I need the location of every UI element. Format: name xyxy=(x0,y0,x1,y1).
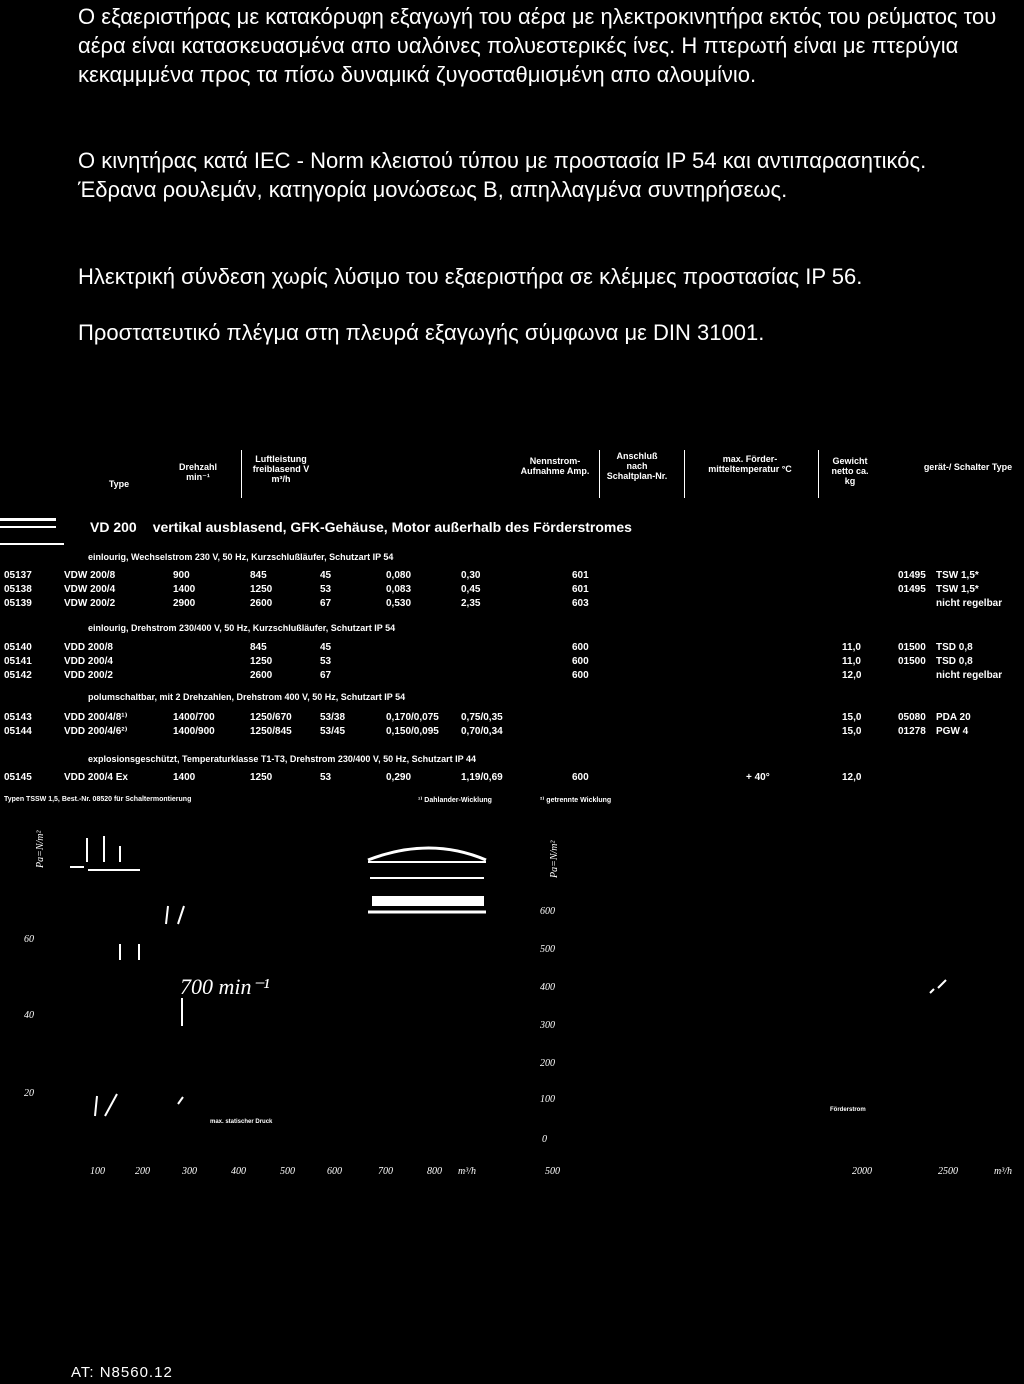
right-y-tick: 600 xyxy=(540,906,555,917)
cell-flow: 1250 xyxy=(250,772,273,783)
right-y-tick: 300 xyxy=(540,1020,555,1031)
cell-plan: 601 xyxy=(572,570,589,581)
table-row xyxy=(0,712,1024,725)
model-rule xyxy=(0,526,56,528)
cell-sw: PDA 20 xyxy=(936,712,971,723)
right-x-tick: 2000 xyxy=(852,1166,872,1177)
cell-no: 05138 xyxy=(4,584,32,595)
cell-no: 05139 xyxy=(4,598,32,609)
curve-mark xyxy=(105,1094,117,1116)
curve-mark xyxy=(178,1097,183,1104)
cell-type: VDD 200/4/6²⁾ xyxy=(64,726,128,737)
cell-flow: 1250 xyxy=(250,656,273,667)
curve-note-left: max. statischer Druck xyxy=(210,1119,273,1125)
cell-amp: 0,290 xyxy=(386,772,412,783)
cell-no: 05145 xyxy=(4,772,32,783)
cell-db: 53/38 xyxy=(320,712,346,723)
table-row xyxy=(0,726,1024,739)
cell-amp: 0,080 xyxy=(386,570,412,581)
table-row xyxy=(0,598,1024,611)
cell-kg: 12,0 xyxy=(842,670,862,681)
cell-plan: 600 xyxy=(572,670,589,681)
document-code: AT: N8560.12 xyxy=(71,1364,173,1381)
right-y-tick: 100 xyxy=(540,1094,555,1105)
cell-rpm: 1400/700 xyxy=(173,712,215,723)
cell-db: 67 xyxy=(320,598,332,609)
cell-kw: 1,19/0,69 xyxy=(461,772,503,783)
section-title: einlourig, Drehstrom 230/400 V, 50 Hz, Kurzschlußläufer, Schutzart IP 54 xyxy=(88,623,396,633)
header-temp: max. Förder-mitteltemperatur °C xyxy=(708,454,792,474)
cell-flow: 845 xyxy=(250,570,267,581)
cell-rpm: 1400/900 xyxy=(173,726,215,737)
cell-code: 01495 xyxy=(898,570,926,581)
table-row xyxy=(0,584,1024,597)
cell-code: 01500 xyxy=(898,642,926,653)
cell-rpm: 2900 xyxy=(173,598,196,609)
left-y-tick: 40 xyxy=(24,1010,34,1021)
cell-type: VDD 200/4 xyxy=(64,656,113,667)
cell-code: 01500 xyxy=(898,656,926,667)
cell-no: 05141 xyxy=(4,656,32,667)
cell-type: VDW 200/8 xyxy=(64,570,116,581)
cell-sw: TSW 1,5* xyxy=(936,570,979,581)
curve-note-right: Förderstrom xyxy=(830,1107,866,1113)
section-title: explosionsgeschützt, Temperaturklasse T1-T3, Drehstrom 230/400 V, 50 Hz, Schutzart IP 44 xyxy=(88,754,476,764)
cell-code: 05080 xyxy=(898,712,926,723)
right-y-tick: 500 xyxy=(540,944,555,955)
model-name: VD 200 xyxy=(90,519,137,535)
cell-kw: 0,45 xyxy=(461,584,481,595)
cell-flow: 2600 xyxy=(250,670,273,681)
header-speed: Drehzahl min⁻¹ xyxy=(178,462,217,482)
left-y-axis-label: Pa=N/m² xyxy=(35,830,46,868)
cell-amp: 0,150/0,095 xyxy=(386,726,439,737)
cell-kg: 12,0 xyxy=(842,772,862,783)
header-weight: Gewicht netto ca. kg xyxy=(831,456,869,486)
model-description: vertikal ausblasend, GFK-Gehäuse, Motor außerhalb des Förderstromes xyxy=(152,519,632,535)
header-divider xyxy=(599,450,600,498)
cell-sw: nicht regelbar xyxy=(936,670,1003,681)
cell-no: 05142 xyxy=(4,670,32,681)
curve-mark xyxy=(166,906,168,924)
curve-mark xyxy=(930,989,934,993)
left-x-tick: 400 xyxy=(231,1166,246,1177)
right-x-tick: 500 xyxy=(545,1166,560,1177)
cell-db: 67 xyxy=(320,670,332,681)
section-rule xyxy=(0,543,64,545)
section-title: polumschaltbar, mit 2 Drehzahlen, Drehstrom 400 V, 50 Hz, Schutzart IP 54 xyxy=(88,692,406,702)
cell-no: 05140 xyxy=(4,642,32,653)
table-row xyxy=(0,772,1024,785)
cell-plan: 601 xyxy=(572,584,589,595)
header-type: Type xyxy=(108,479,130,489)
cell-temp: + 40° xyxy=(746,772,770,783)
cell-flow: 1250 xyxy=(250,584,273,595)
cell-db: 53 xyxy=(320,584,332,595)
cell-plan: 600 xyxy=(572,772,589,783)
cell-db: 53 xyxy=(320,772,332,783)
cell-amp: 0,170/0,075 xyxy=(386,712,439,723)
left-x-tick: 300 xyxy=(182,1166,197,1177)
cell-kg: 15,0 xyxy=(842,726,862,737)
model-line xyxy=(90,519,632,535)
speed-label: 700 min⁻¹ xyxy=(180,974,270,999)
cell-sw: TSD 0,8 xyxy=(936,642,973,653)
table-row xyxy=(0,642,1024,655)
cell-type: VDW 200/2 xyxy=(64,598,116,609)
fan-drawing xyxy=(368,848,486,912)
footnote: ²⁾ getrennte Wicklung xyxy=(540,797,612,804)
table-row xyxy=(0,670,1024,683)
cell-code: 01278 xyxy=(898,726,926,737)
header-divider xyxy=(684,450,685,498)
cell-sw: TSD 0,8 xyxy=(936,656,973,667)
left-x-tick: 600 xyxy=(327,1166,342,1177)
left-x-tick: 800 xyxy=(427,1166,442,1177)
cell-rpm: 1400 xyxy=(173,584,196,595)
footnote: ¹⁾ Dahlander-Wicklung xyxy=(418,797,492,804)
cell-code: 01495 xyxy=(898,584,926,595)
cell-type: VDW 200/4 xyxy=(64,584,116,595)
footnote: Typen TSSW 1,5, Best.-Nr. 08520 für Schaltermontierung xyxy=(4,796,192,803)
cell-no: 05137 xyxy=(4,570,32,581)
chart-graphics xyxy=(0,818,1024,1178)
cell-plan: 600 xyxy=(572,656,589,667)
header-airflow: Luftleistung freiblasend V m³/h xyxy=(252,454,310,484)
cell-amp: 0,530 xyxy=(386,598,412,609)
motor-paragraph: Ο κινητήρας κατά IEC - Norm κλειστού τύπου με προστασία IP 54 και αντιπαρασητικός. Έδρανα ρουλεμάν, κατηγορία μονώσεως B, απηλλαγμένα συντηρήσεως. xyxy=(78,148,927,202)
header-switch: gerät-/ Schalter Type xyxy=(923,462,1013,472)
cell-sw: TSW 1,5* xyxy=(936,584,979,595)
left-x-tick: 700 xyxy=(378,1166,393,1177)
cell-kw: 0,75/0,35 xyxy=(461,712,503,723)
right-x-tick: m³/h xyxy=(994,1166,1012,1177)
cell-rpm: 900 xyxy=(173,570,190,581)
cell-db: 45 xyxy=(320,570,332,581)
cell-rpm: 1400 xyxy=(173,772,196,783)
left-y-tick: 60 xyxy=(24,934,34,945)
curve-mark xyxy=(178,906,184,924)
right-x-tick: 2500 xyxy=(938,1166,958,1177)
table-row xyxy=(0,570,1024,583)
cell-type: VDD 200/4/8¹⁾ xyxy=(64,712,128,723)
table-row xyxy=(0,656,1024,669)
right-y-tick: 0 xyxy=(542,1134,547,1145)
cell-flow: 2600 xyxy=(250,598,273,609)
right-y-axis-label: Pa=N/m² xyxy=(549,840,560,878)
cell-kw: 2,35 xyxy=(461,598,481,609)
connection-paragraph: Ηλεκτρική σύνδεση χωρίς λύσιμο του εξαεριστήρα σε κλέμμες προστασίας IP 56. xyxy=(78,264,863,289)
section-title: einlourig, Wechselstrom 230 V, 50 Hz, Kurzschlußläufer, Schutzart IP 54 xyxy=(88,552,394,562)
left-x-tick: 500 xyxy=(280,1166,295,1177)
cell-sw: PGW 4 xyxy=(936,726,969,737)
left-x-tick: m³/h xyxy=(458,1166,476,1177)
header-connection: Anschluß nach Schaltplan-Nr. xyxy=(606,451,668,481)
cell-kw: 0,70/0,34 xyxy=(461,726,503,737)
cell-plan: 603 xyxy=(572,598,589,609)
model-rule xyxy=(0,518,56,521)
cell-db: 45 xyxy=(320,642,332,653)
cell-no: 05144 xyxy=(4,726,32,737)
cell-db: 53/45 xyxy=(320,726,346,737)
guard-paragraph: Προστατευτικό πλέγμα στη πλευρά εξαγωγής σύμφωνα με DIN 31001. xyxy=(78,320,765,345)
intro-paragraph: Ο εξαεριστήρας με κατακόρυφη εξαγωγή του αέρα με ηλεκτροκινητήρα εκτός του ρεύματος του αέρα είναι κατασκευασμένα απο υαλόινες πολυεστερικές ίνες. Η πτερωτή είναι με πτερύγια κεκαμμμένα προς τα πίσω δυναμικά ζυγοσταθμισμένη απο αλουμίνιο. xyxy=(78,4,997,87)
cell-type: VDD 200/4 Ex xyxy=(64,772,128,783)
cell-db: 53 xyxy=(320,656,332,667)
cell-amp: 0,083 xyxy=(386,584,412,595)
cell-flow: 1250/670 xyxy=(250,712,292,723)
header-divider xyxy=(241,450,242,498)
header-current: Nennstrom-Aufnahme Amp. xyxy=(520,456,590,476)
cell-flow: 1250/845 xyxy=(250,726,292,737)
cell-flow: 845 xyxy=(250,642,267,653)
header-divider xyxy=(818,450,819,498)
cell-kg: 11,0 xyxy=(842,656,861,667)
cell-sw: nicht regelbar xyxy=(936,598,1003,609)
cell-plan: 600 xyxy=(572,642,589,653)
left-x-tick: 200 xyxy=(135,1166,150,1177)
cell-type: VDD 200/2 xyxy=(64,670,113,681)
cell-kg: 15,0 xyxy=(842,712,862,723)
cell-kw: 0,30 xyxy=(461,570,481,581)
curve-mark xyxy=(938,980,946,988)
cell-type: VDD 200/8 xyxy=(64,642,113,653)
cell-kg: 11,0 xyxy=(842,642,861,653)
left-y-tick: 20 xyxy=(24,1088,34,1099)
cell-no: 05143 xyxy=(4,712,32,723)
right-y-tick: 200 xyxy=(540,1058,555,1069)
right-y-tick: 400 xyxy=(540,982,555,993)
curve-mark xyxy=(95,1096,97,1116)
left-x-tick: 100 xyxy=(90,1166,105,1177)
